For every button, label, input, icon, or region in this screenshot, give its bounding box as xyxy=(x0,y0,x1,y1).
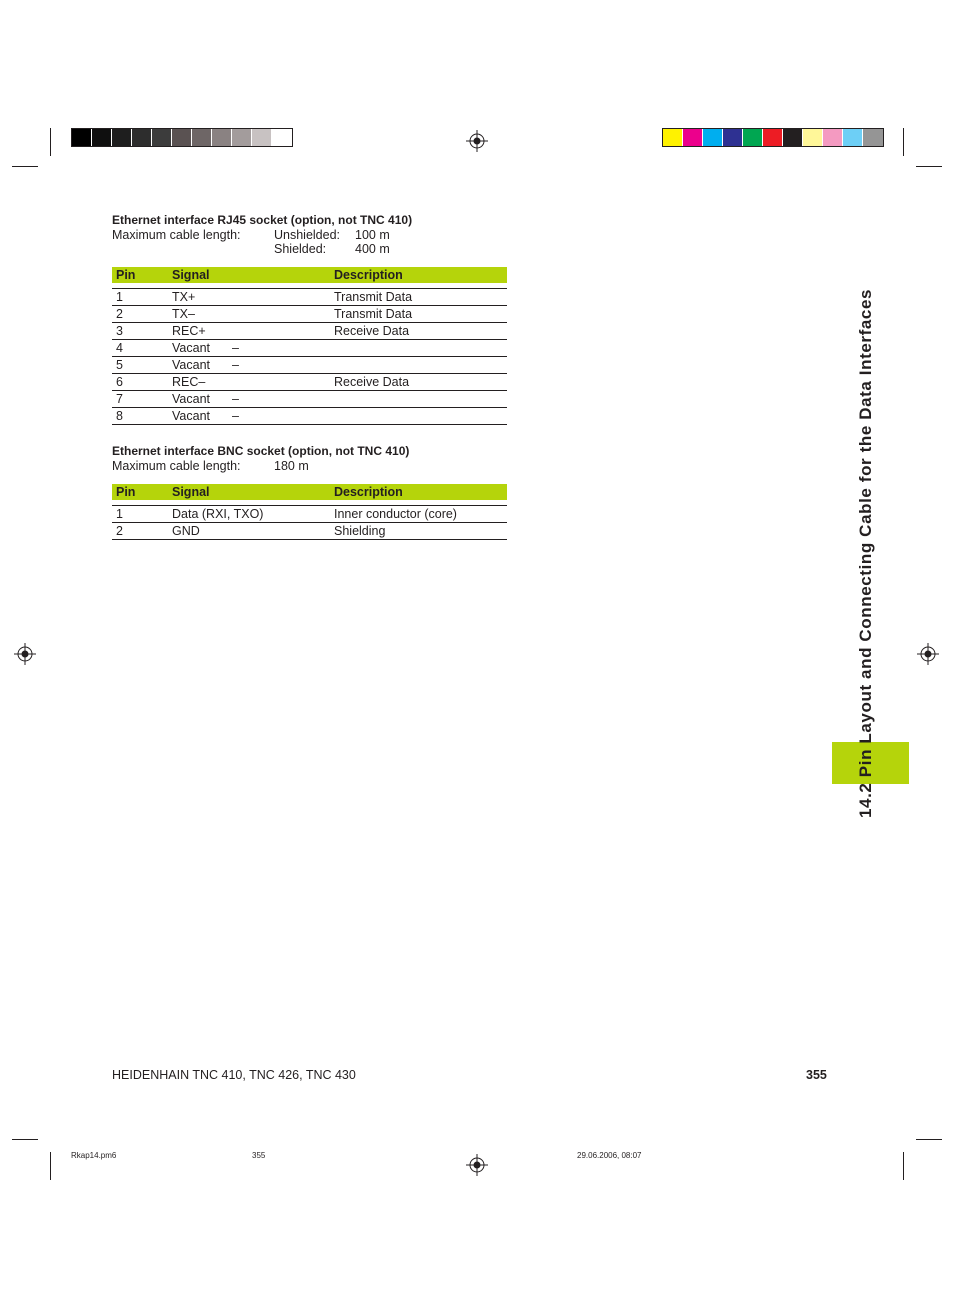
table-row xyxy=(112,323,507,340)
column-header-description: Description xyxy=(330,484,507,500)
rj45-unshielded-value: 100 m xyxy=(355,228,390,242)
column-header-signal: Signal xyxy=(168,484,330,500)
column-header-signal: Signal xyxy=(168,267,330,283)
signal-name: GND xyxy=(172,524,200,538)
crop-mark xyxy=(12,166,38,167)
table-row xyxy=(112,408,507,425)
color-swatch xyxy=(663,129,683,146)
signal-dash: – xyxy=(232,409,239,423)
signal-dash: – xyxy=(232,358,239,372)
pin-cell: 5 xyxy=(112,357,168,374)
table-row xyxy=(112,289,507,306)
column-header-pin: Pin xyxy=(112,267,168,283)
color-swatch xyxy=(132,129,152,146)
signal-name: TX+ xyxy=(172,290,196,304)
color-swatch xyxy=(683,129,703,146)
signal-cell xyxy=(168,523,330,540)
color-swatch xyxy=(72,129,92,146)
signal-name: Vacant xyxy=(172,358,210,372)
color-swatch-bar xyxy=(662,128,884,147)
description-cell xyxy=(330,340,507,357)
signal-cell xyxy=(168,357,330,374)
color-swatch xyxy=(92,129,112,146)
description-cell: Receive Data xyxy=(330,323,507,340)
signal-cell xyxy=(168,340,330,357)
color-swatch xyxy=(192,129,212,146)
description-cell: Receive Data xyxy=(330,374,507,391)
table-row xyxy=(112,506,507,523)
signal-cell xyxy=(168,323,330,340)
bnc-section-title: Ethernet interface BNC socket (option, not TNC 410) xyxy=(112,444,410,458)
column-header-description: Description xyxy=(330,267,507,283)
signal-cell xyxy=(168,374,330,391)
registration-mark-icon xyxy=(466,1154,488,1176)
rj45-max-label: Maximum cable length: xyxy=(112,228,241,242)
signal-cell xyxy=(168,408,330,425)
signal-cell xyxy=(168,306,330,323)
table-row xyxy=(112,391,507,408)
signal-name: Data (RXI, TXO) xyxy=(172,507,264,521)
description-cell: Inner conductor (core) xyxy=(330,506,507,523)
pin-cell: 1 xyxy=(112,506,168,523)
color-swatch xyxy=(212,129,232,146)
pin-cell: 8 xyxy=(112,408,168,425)
page-number: 355 xyxy=(806,1068,827,1082)
color-swatch xyxy=(843,129,863,146)
color-swatch xyxy=(272,129,292,146)
rj45-shielded-label: Shielded: xyxy=(274,242,327,256)
slug-file: Rkap14.pm6 xyxy=(71,1151,117,1160)
description-cell: Shielding xyxy=(330,523,507,540)
signal-name: REC– xyxy=(172,375,206,389)
rj45-pin-table xyxy=(112,267,507,425)
crop-mark xyxy=(50,128,51,156)
rj45-section-title: Ethernet interface RJ45 socket (option, not TNC 410) xyxy=(112,213,413,227)
gray-swatch-bar xyxy=(71,128,293,147)
crop-mark xyxy=(916,1139,942,1140)
crop-mark xyxy=(50,1152,51,1180)
description-cell xyxy=(330,391,507,408)
rj45-unshielded-label: Unshielded: xyxy=(274,228,341,242)
signal-name: Vacant xyxy=(172,409,210,423)
signal-name: Vacant xyxy=(172,341,210,355)
bnc-max-value: 180 m xyxy=(274,459,309,473)
pin-cell: 6 xyxy=(112,374,168,391)
footer-product: HEIDENHAIN TNC 410, TNC 426, TNC 430 xyxy=(112,1068,356,1082)
rj45-shielded-value: 400 m xyxy=(355,242,390,256)
color-swatch xyxy=(172,129,192,146)
color-swatch xyxy=(112,129,132,146)
pin-cell: 4 xyxy=(112,340,168,357)
bnc-pin-table xyxy=(112,484,507,540)
crop-mark xyxy=(903,1152,904,1180)
column-header-pin: Pin xyxy=(112,484,168,500)
signal-name: REC+ xyxy=(172,324,206,338)
table-row xyxy=(112,306,507,323)
pin-cell: 2 xyxy=(112,523,168,540)
signal-name: TX– xyxy=(172,307,195,321)
bnc-max-label: Maximum cable length: xyxy=(112,459,241,473)
color-swatch xyxy=(723,129,743,146)
color-swatch xyxy=(232,129,252,146)
slug-datetime: 29.06.2006, 08:07 xyxy=(577,1151,642,1160)
color-swatch xyxy=(763,129,783,146)
color-swatch xyxy=(152,129,172,146)
crop-mark xyxy=(903,128,904,156)
signal-dash: – xyxy=(232,341,239,355)
description-cell xyxy=(330,357,507,374)
color-swatch xyxy=(703,129,723,146)
table-row xyxy=(112,374,507,391)
color-swatch xyxy=(252,129,272,146)
signal-cell xyxy=(168,506,330,523)
pin-cell: 1 xyxy=(112,289,168,306)
registration-mark-icon xyxy=(466,130,488,152)
slug-page: 355 xyxy=(252,1151,266,1160)
registration-mark-icon xyxy=(14,643,36,665)
crop-mark xyxy=(12,1139,38,1140)
signal-cell xyxy=(168,289,330,306)
pin-cell: 3 xyxy=(112,323,168,340)
table-row xyxy=(112,340,507,357)
description-cell: Transmit Data xyxy=(330,306,507,323)
color-swatch xyxy=(803,129,823,146)
signal-name: Vacant xyxy=(172,392,210,406)
signal-dash: – xyxy=(232,392,239,406)
color-swatch xyxy=(743,129,763,146)
pin-cell: 7 xyxy=(112,391,168,408)
color-swatch xyxy=(783,129,803,146)
color-swatch xyxy=(863,129,883,146)
registration-mark-icon xyxy=(917,643,939,665)
description-cell xyxy=(330,408,507,425)
description-cell: Transmit Data xyxy=(330,289,507,306)
signal-cell xyxy=(168,391,330,408)
chapter-title: 14.2 Pin Layout and Connecting Cable for the Data Interfaces xyxy=(856,288,875,818)
table-row xyxy=(112,357,507,374)
pin-cell: 2 xyxy=(112,306,168,323)
crop-mark xyxy=(916,166,942,167)
color-swatch xyxy=(823,129,843,146)
table-row xyxy=(112,523,507,540)
